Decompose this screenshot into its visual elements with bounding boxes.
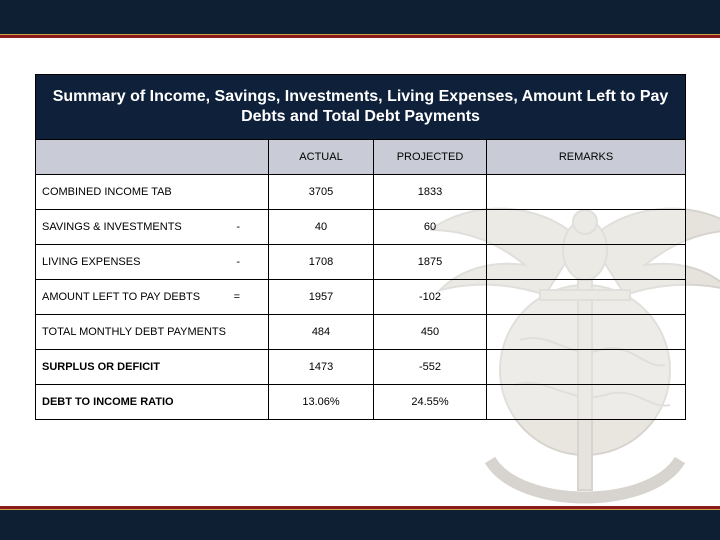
row-label: SURPLUS OR DEFICIT xyxy=(36,350,269,385)
header-actual: ACTUAL xyxy=(269,140,374,175)
remarks-cell xyxy=(487,315,686,350)
row-label: COMBINED INCOME TAB xyxy=(36,175,269,210)
actual-value: 484 xyxy=(269,315,374,350)
summary-table xyxy=(35,74,686,420)
projected-value: 60 xyxy=(374,210,487,245)
row-label: DEBT TO INCOME RATIO xyxy=(36,385,269,420)
table-row xyxy=(36,385,686,420)
row-label: AMOUNT LEFT TO PAY DEBTS = xyxy=(36,280,269,315)
actual-value: 13.06% xyxy=(269,385,374,420)
remarks-cell xyxy=(487,350,686,385)
table-row xyxy=(36,315,686,350)
projected-value: -552 xyxy=(374,350,487,385)
remarks-cell xyxy=(487,245,686,280)
table-row xyxy=(36,245,686,280)
projected-value: 1833 xyxy=(374,175,487,210)
table-row xyxy=(36,280,686,315)
top-stripe xyxy=(0,34,720,38)
actual-value: 3705 xyxy=(269,175,374,210)
row-label: LIVING EXPENSES - xyxy=(36,245,269,280)
row-label: TOTAL MONTHLY DEBT PAYMENTS xyxy=(36,315,269,350)
actual-value: 40 xyxy=(269,210,374,245)
actual-value: 1473 xyxy=(269,350,374,385)
table-row xyxy=(36,350,686,385)
remarks-cell xyxy=(487,280,686,315)
top-banner xyxy=(0,0,720,34)
table-row xyxy=(36,210,686,245)
projected-value: -102 xyxy=(374,280,487,315)
actual-value: 1708 xyxy=(269,245,374,280)
header-blank xyxy=(36,140,269,175)
projected-value: 24.55% xyxy=(374,385,487,420)
header-remarks: REMARKS xyxy=(487,140,686,175)
projected-value: 1875 xyxy=(374,245,487,280)
header-projected: PROJECTED xyxy=(374,140,487,175)
remarks-cell xyxy=(487,385,686,420)
actual-value: 1957 xyxy=(269,280,374,315)
table-title: Summary of Income, Savings, Investments, Living Expenses, Amount Left to Pay Debts and Total Debt Payments xyxy=(36,75,686,140)
bottom-banner xyxy=(0,510,720,540)
row-label: SAVINGS & INVESTMENTS - xyxy=(36,210,269,245)
remarks-cell xyxy=(487,210,686,245)
remarks-cell xyxy=(487,175,686,210)
projected-value: 450 xyxy=(374,315,487,350)
table-row xyxy=(36,175,686,210)
